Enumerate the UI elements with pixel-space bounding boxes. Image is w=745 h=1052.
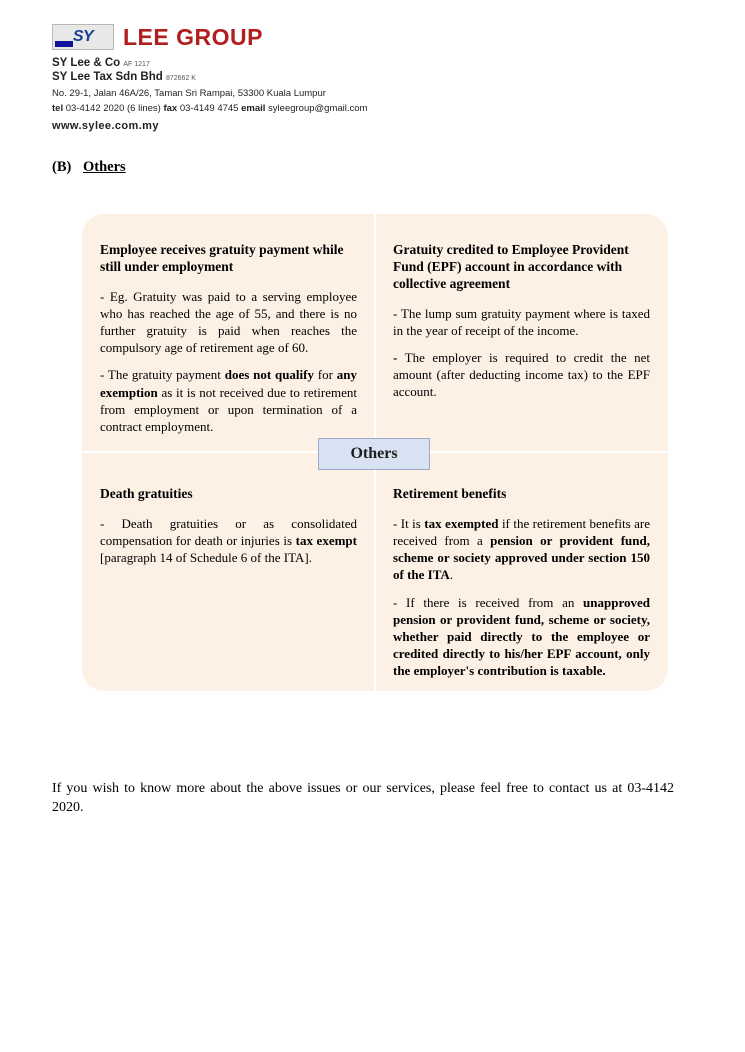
br-p1-c: if the retirement benefits are received from a — [393, 515, 650, 549]
company-name: LEE GROUP — [123, 23, 263, 50]
letterhead-top-row — [52, 24, 522, 50]
company-logo-icon — [52, 24, 114, 50]
bl-p1-a: - Death gratuities or as consolidated compensation for death or injuries is — [100, 515, 357, 549]
logo-text: SY — [72, 28, 94, 45]
quadrant-top-right-paragraph-2 — [393, 349, 650, 400]
tl-p2-b: does not qualify — [224, 367, 314, 383]
tr-p2-body: The employer is required to credit the net amount (after deducting income tax) to the EPF account. — [393, 349, 650, 400]
quadrant-bottom-right-paragraph-1 — [393, 515, 650, 584]
letterhead — [52, 24, 522, 132]
firm-name-tax: SY Lee Tax Sdn Bhd — [52, 71, 163, 84]
quadrant-bottom-left — [82, 452, 375, 691]
quadrant-bottom-left-heading: Death gratuities — [100, 486, 193, 501]
br-p1-e: . — [449, 567, 454, 583]
email-value: syleegroup@gmail.com — [268, 103, 368, 115]
firm-reg-tax: 872662 K — [165, 75, 196, 83]
address-line: No. 29-1, Jalan 46A/26, Taman Sri Rampai, 53300 Kuala Lumpur — [52, 87, 326, 99]
quadrant-top-right-paragraph-1: - The lump sum gratuity payment where is taxed in the year of receipt of the income. — [393, 305, 650, 338]
section-title: Others — [82, 159, 126, 175]
br-p2-b: unapproved pension or provident fund, scheme or society, whether paid directly to the employee or credited directly to his/her EPF account, only the employer's contribution is taxable. — [393, 594, 650, 679]
contact-line — [52, 103, 522, 115]
fax-value: 03-4149 4745 — [179, 103, 239, 115]
firm-reg-audit: AF 1217 — [123, 61, 150, 68]
email-label: email — [241, 103, 266, 115]
tr-p2-dash: - — [393, 349, 398, 365]
bl-p1-b: tax exempt — [295, 533, 357, 549]
quadrant-bottom-right — [375, 452, 668, 691]
tl-p2-e: as it is not received due to retirement from employment or upon termination of a contract employment. — [100, 384, 357, 434]
letterhead-divider — [52, 118, 522, 119]
quadrant-top-left-heading: Employee receives gratuity payment while still under employment — [100, 242, 344, 274]
section-heading — [52, 159, 126, 176]
br-p1-a: - It is — [393, 515, 425, 531]
quadrant-top-right-heading: Gratuity credited to Employee Provident Fund (EPF) account in accordance with collective agreement — [393, 242, 629, 291]
website-text: www.sylee.com.my — [52, 120, 159, 133]
tl-p2-a: - The gratuity payment — [100, 367, 225, 383]
quadrant-top-left-paragraph-2 — [100, 366, 357, 435]
center-badge: Others — [318, 438, 430, 470]
fax-label: fax — [163, 103, 178, 115]
quadrant-bottom-right-paragraph-2 — [393, 594, 650, 680]
br-p1-d: pension or provident fund, scheme or society approved under section 150 of the ITA — [393, 533, 650, 583]
tel-label: tel — [52, 103, 64, 115]
bl-p1-c: [paragraph 14 of Schedule 6 of the ITA]. — [100, 550, 312, 566]
quadrant-top-left — [82, 214, 375, 452]
quadrant-bottom-right-heading: Retirement benefits — [393, 486, 507, 501]
section-label: (B) — [52, 159, 72, 175]
br-p2-a: - If there is received from an — [393, 594, 584, 610]
footer-note: If you wish to know more about the above issues or our services, please feel free to contact us at 03-4142 2020. — [52, 781, 674, 815]
quadrant-bottom-left-paragraph-1 — [100, 515, 357, 566]
quadrant-top-right — [375, 214, 668, 452]
quadrant-top-left-paragraph-1: - Eg. Gratuity was paid to a serving employee who has reached the age of 55, and there is no further gratuity is paid when reaches the compulsory age of retirement age of 60. — [100, 288, 357, 356]
br-p1-b: tax exempted — [424, 515, 499, 531]
tel-value: 03-4142 2020 (6 lines) — [65, 103, 161, 115]
firm-name-audit: SY Lee & Co — [52, 57, 121, 69]
tl-p2-c: for — [313, 367, 337, 383]
logo-bar-shape — [55, 41, 73, 47]
firm-names — [52, 56, 522, 85]
tl-p2-d: any exemption — [100, 367, 357, 400]
